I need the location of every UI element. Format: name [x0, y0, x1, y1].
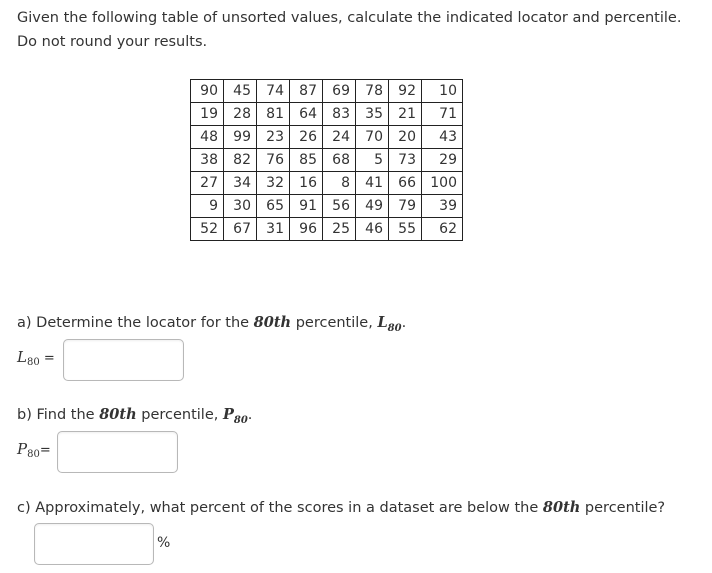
table-row	[191, 195, 463, 218]
table-cell: 70	[356, 126, 389, 149]
question-a	[17, 314, 406, 334]
question-b-text: b) Find the	[17, 407, 100, 423]
table-cell: 83	[323, 103, 356, 126]
table-cell: 90	[191, 80, 224, 103]
question-b-text-end: .	[247, 407, 253, 423]
question-a-text: a) Determine the locator for the	[17, 315, 254, 331]
table-cell: 65	[257, 195, 290, 218]
table-cell: 92	[389, 80, 422, 103]
table-cell: 99	[224, 126, 257, 149]
question-a-text-end: .	[401, 315, 407, 331]
table-cell: 79	[389, 195, 422, 218]
percent-unit-label: %	[157, 535, 171, 551]
values-table-body	[191, 80, 463, 241]
answer-b-label-sub: 80	[27, 449, 40, 460]
table-cell: 24	[323, 126, 356, 149]
answer-a-label-sub: 80	[26, 357, 40, 368]
table-cell: 82	[224, 149, 257, 172]
table-cell: 96	[290, 218, 323, 241]
answer-b-label-symbol: P	[17, 440, 28, 458]
table-cell: 76	[257, 149, 290, 172]
answer-a-label-symbol: L	[17, 348, 27, 366]
question-b-ordinal: 80th	[99, 406, 137, 423]
table-row	[191, 126, 463, 149]
table-cell: 45	[224, 80, 257, 103]
percentile-answer-input[interactable]	[57, 431, 178, 473]
table-cell: 81	[257, 103, 290, 126]
table-cell: 87	[290, 80, 323, 103]
question-a-symbol	[377, 314, 402, 334]
table-cell: 62	[422, 218, 463, 241]
table-row	[191, 172, 463, 195]
table-cell: 29	[422, 149, 463, 172]
table-cell: 35	[356, 103, 389, 126]
answer-a-label	[17, 348, 55, 368]
table-cell: 43	[422, 126, 463, 149]
answer-b-label-equals: =	[39, 443, 51, 458]
table-cell: 100	[422, 172, 463, 195]
table-cell: 91	[290, 195, 323, 218]
table-cell: 19	[191, 103, 224, 126]
table-cell: 69	[323, 80, 356, 103]
percent-below-answer-input[interactable]	[34, 523, 154, 565]
question-b	[17, 406, 252, 426]
table-row	[191, 218, 463, 241]
question-a-ordinal: 80th	[253, 314, 292, 331]
table-cell: 16	[290, 172, 323, 195]
table-cell: 9	[191, 195, 224, 218]
table-cell: 41	[356, 172, 389, 195]
table-cell: 78	[356, 80, 389, 103]
question-c	[17, 499, 665, 516]
table-cell: 68	[323, 149, 356, 172]
table-cell: 64	[290, 103, 323, 126]
question-a-symbol-sub: 80	[387, 322, 402, 334]
table-cell: 85	[290, 149, 323, 172]
question-b-symbol	[222, 406, 248, 426]
table-cell: 52	[191, 218, 224, 241]
table-cell: 38	[191, 149, 224, 172]
answer-a-label-equals: =	[39, 351, 55, 366]
table-cell: 26	[290, 126, 323, 149]
table-cell: 31	[257, 218, 290, 241]
values-table	[190, 79, 463, 241]
table-cell: 73	[389, 149, 422, 172]
table-cell: 74	[257, 80, 290, 103]
table-cell: 67	[224, 218, 257, 241]
question-a-text-mid: percentile,	[291, 315, 378, 331]
table-cell: 48	[191, 126, 224, 149]
table-cell: 55	[389, 218, 422, 241]
question-b-symbol-sub: 80	[233, 414, 248, 426]
table-cell: 34	[224, 172, 257, 195]
table-cell: 21	[389, 103, 422, 126]
question-b-symbol-letter: P	[222, 406, 234, 423]
question-c-ordinal: 80th	[542, 499, 581, 516]
answer-b-label	[17, 440, 51, 460]
problem-instructions: Given the following table of unsorted values, calculate the indicated locator and percentile. Do not round your results.	[17, 10, 682, 50]
table-cell: 30	[224, 195, 257, 218]
table-row	[191, 80, 463, 103]
table-cell: 32	[257, 172, 290, 195]
question-a-symbol-letter: L	[377, 314, 388, 331]
locator-answer-input[interactable]	[63, 339, 184, 381]
table-cell: 23	[257, 126, 290, 149]
table-row	[191, 149, 463, 172]
table-row	[191, 103, 463, 126]
table-cell: 71	[422, 103, 463, 126]
question-b-text-mid: percentile,	[136, 407, 223, 423]
table-cell: 10	[422, 80, 463, 103]
table-cell: 25	[323, 218, 356, 241]
table-cell: 28	[224, 103, 257, 126]
table-cell: 46	[356, 218, 389, 241]
table-cell: 8	[323, 172, 356, 195]
table-cell: 49	[356, 195, 389, 218]
table-cell: 39	[422, 195, 463, 218]
table-cell: 27	[191, 172, 224, 195]
table-cell: 5	[356, 149, 389, 172]
question-c-text-end: percentile?	[580, 500, 666, 516]
table-cell: 66	[389, 172, 422, 195]
question-c-text: c) Approximately, what percent of the scores in a dataset are below the	[17, 500, 543, 516]
table-cell: 56	[323, 195, 356, 218]
table-cell: 20	[389, 126, 422, 149]
